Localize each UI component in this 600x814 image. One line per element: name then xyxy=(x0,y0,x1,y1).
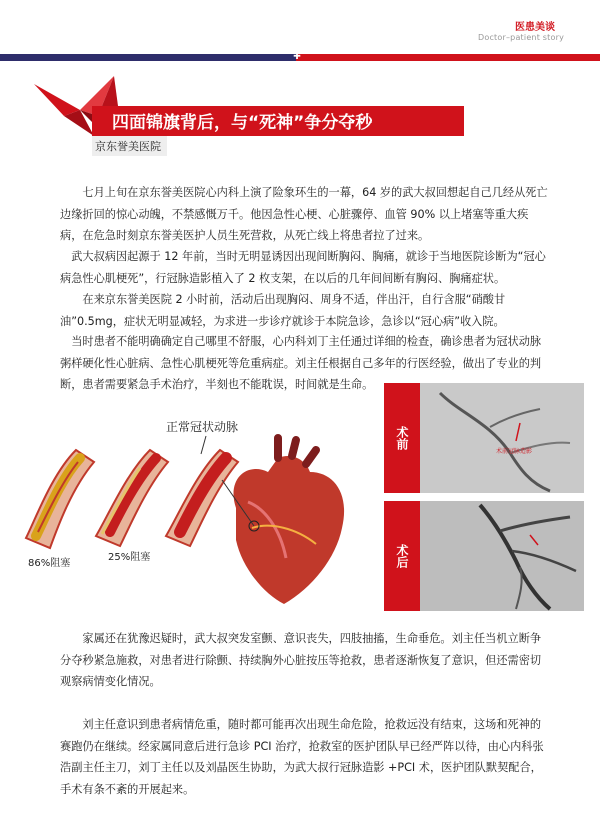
plus-icon: ✚ xyxy=(293,52,301,62)
artery-86-icon xyxy=(26,450,94,548)
diagram-title: 正常冠状动脉 xyxy=(166,420,239,434)
coronary-artery-diagram xyxy=(16,398,372,616)
after-label: 术后 xyxy=(395,544,409,568)
artery-25-icon xyxy=(96,450,168,546)
label-25: 25%阻塞 xyxy=(108,552,151,563)
before-label: 术前 xyxy=(395,426,409,450)
angiography-panel xyxy=(384,383,584,613)
angio-annotation: 术前冠脉造影 xyxy=(496,448,533,455)
label-86: 86%阻塞 xyxy=(28,558,71,569)
angiogram-after-image xyxy=(420,501,584,611)
angiogram-before-image xyxy=(420,383,584,493)
after-surgery-badge xyxy=(384,501,420,611)
article-source: 京东誉美医院 xyxy=(92,136,167,156)
artery-illustration xyxy=(16,398,372,616)
section-category: 医患美谈 xyxy=(515,22,555,33)
header-band-blue xyxy=(0,54,296,61)
paragraph-1: 七月上旬在京东誉美医院心内科上演了险象环生的一幕，64 岁的武大叔回想起自己几经从死亡边缘折回的惊心动魄，不禁感慨万千。他因急性心梗、心脏骤停、血管 90% 以上堵塞等重大疾病，在危急时刻京东誉美医护人员生死营救，从死亡线上将患者拉了过来。 xyxy=(60,186,548,242)
paragraph-3: 在来京东誉美医院 2 小时前，活动后出现胸闷、周身不适，伴出汗，自行含服“硝酸甘油”0.5mg，症状无明显减轻，为求进一步诊疗就诊于本院急诊，急诊以“冠心病”收入院。 xyxy=(60,293,506,328)
paragraph-5: 家属还在犹豫迟疑时，武大叔突发室颤、意识丧失，四肢抽搐，生命垂危。刘主任当机立断争分夺秒紧急施救，对患者进行除颤、持续胸外心脏按压等抢救，患者逐渐恢复了意识，但还需密切观察病情变化情况。 xyxy=(60,632,542,688)
header-band-red xyxy=(296,54,600,61)
before-surgery-badge xyxy=(384,383,420,493)
artery-normal-icon xyxy=(166,450,238,546)
paragraph-4: 当时患者不能明确确定自己哪里不舒服，心内科刘丁主任通过详细的检查，确诊患者为冠状动脉粥样硬化性心脏病、急性心肌梗死等危重病症。刘主任根据自己多年的行医经验，做出了专业的判断，患者需要紧急手术治疗，半刻也不能耽误，时间就是生命。 xyxy=(60,335,542,391)
article-title: 四面锦旗背后，与“死神”争分夺秒 xyxy=(112,113,373,133)
paragraph-6: 刘主任意识到患者病情危重，随时都可能再次出现生命危险，抢救远没有结束，这场和死神的赛跑仍在继续。经家属同意后进行急诊 PCI 治疗，抢救室的医护团队早已经严阵以待，由心内科张浩副主任主刀，刘丁主任以及刘晶医生协助，为武大叔行冠脉造影 +PCI 术，医护团队默契配合，手术有条不紊的开展起来。 xyxy=(60,718,544,796)
paragraph-2: 武大叔病因起源于 12 年前，当时无明显诱因出现间断胸闷、胸痛，就诊于当地医院诊断为“冠心病急性心肌梗死”，行冠脉造影植入了 2 枚支架，在以后的几年间间断有胸闷、胸痛症状。 xyxy=(60,250,546,285)
section-subtitle: Doctor–patient story xyxy=(478,33,565,42)
